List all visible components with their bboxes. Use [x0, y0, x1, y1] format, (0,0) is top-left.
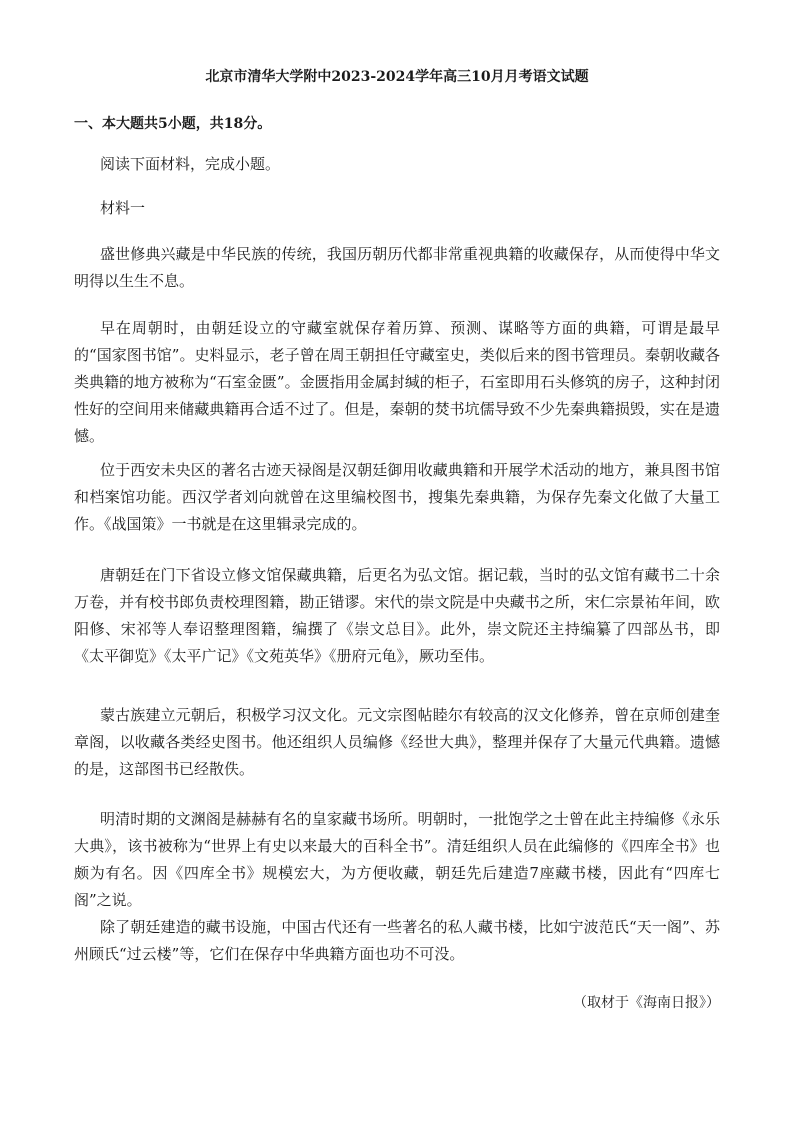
instruction-text: 阅读下面材料，完成小题。: [100, 155, 281, 173]
paragraph-3: 位于西安未央区的著名古迹天禄阁是汉朝廷御用收藏典籍和开展学术活动的地方，兼具图书馆和档案馆功能。西汉学者刘向就曾在这里编校图书，搜集先秦典籍，为保存先秦文化做了大量工作。《战国策》一书就是在这里辑录完成的。: [74, 461, 720, 533]
source-citation: （取材于《海南日报》）: [573, 995, 720, 1011]
paragraph-5: 蒙古族建立元朝后，积极学习汉文化。元文宗图帖睦尔有较高的汉文化修养，曾在京师创建奎章阁，以收藏各类经史图书。他还组织人员编修《经世大典》，整理并保存了大量元代典籍。遗憾的是，这部图书已经散佚。: [74, 706, 720, 778]
paragraph-4: 唐朝廷在门下省设立修文馆保藏典籍，后更名为弘文馆。据记载，当时的弘文馆有藏书二十余万卷，并有校书郎负责校理图籍，勘正错谬。宋代的崇文院是中央藏书之所，宋仁宗景祐年间，欧阳修、宋祁等人奉诏整理图籍，编撰了《崇文总目》。此外，崇文院还主持编纂了四部丛书，即《太平御览》《太平广记》《文苑英华》《册府元龟》，厥功至伟。: [74, 566, 720, 665]
document-title: 北京市清华大学附中2023-2024学年高三10月月考语文试题: [205, 69, 589, 85]
paragraph-7: 除了朝廷建造的藏书设施，中国古代还有一些著名的私人藏书楼，比如宁波范氏“天一阁”、苏州顾氏“过云楼”等，它们在保存中华典籍方面也功不可没。: [74, 918, 720, 963]
paragraph-1: 盛世修典兴藏是中华民族的传统，我国历朝历代都非常重视典籍的收藏保存，从而使得中华文明得以生生不息。: [74, 245, 720, 290]
paragraph-6: 明清时期的文渊阁是赫赫有名的皇家藏书场所。明朝时，一批饱学之士曾在此主持编修《永乐大典》，该书被称为“世界上有史以来最大的百科全书”。清廷组织人员在此编修的《四库全书》也颇为有名。因《四库全书》规模宏大，为方便收藏，朝廷先后建造7座藏书楼，因此有“四库七阁”之说。: [74, 810, 720, 909]
paragraph-2: 早在周朝时，由朝廷设立的守藏室就保存着历算、预测、谋略等方面的典籍，可谓是最早的“国家图书馆”。史料显示，老子曾在周王朝担任守藏室史，类似后来的图书管理员。秦朝收藏各类典籍的地方被称为“石室金匮”。金匮指用金属封缄的柜子，石室即用石头修筑的房子，这种封闭性好的空间用来储藏典籍再合适不过了。但是，秦朝的焚书坑儒导致不少先秦典籍损毁，实在是遗憾。: [74, 319, 720, 445]
section-heading: 一、本大题共5小题，共18分。: [74, 116, 272, 132]
material-label: 材料一: [100, 199, 146, 217]
